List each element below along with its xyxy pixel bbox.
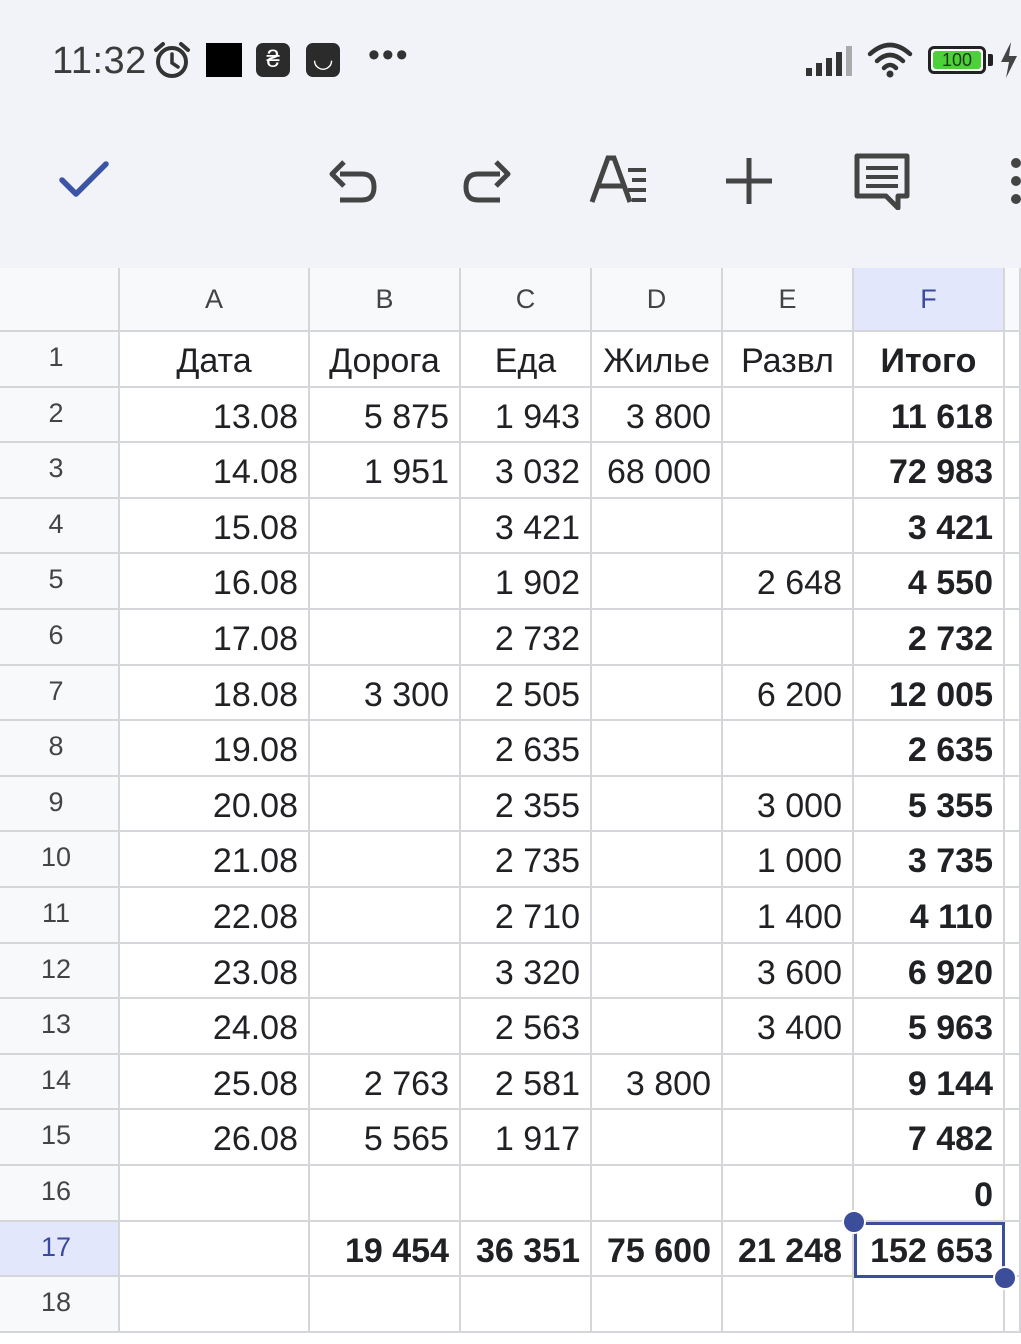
cell-e14[interactable] (723, 1055, 854, 1110)
cell-e12[interactable]: 3 600 (723, 944, 854, 999)
cell-b8[interactable] (310, 721, 461, 777)
cell-a13[interactable]: 24.08 (120, 999, 310, 1055)
cell-c12[interactable]: 3 320 (461, 944, 592, 999)
row-header-12[interactable]: 12 (0, 944, 120, 999)
cell-c4[interactable]: 3 421 (461, 499, 592, 554)
row-header-4[interactable]: 4 (0, 499, 120, 554)
cell-d6[interactable] (592, 610, 723, 666)
cell-f18[interactable] (854, 1277, 1005, 1333)
cell-c9[interactable]: 2 355 (461, 777, 592, 832)
selection-handle-bottom-right[interactable] (993, 1266, 1017, 1290)
cell-a8[interactable]: 19.08 (120, 721, 310, 777)
selection-handle-top-left[interactable] (842, 1210, 866, 1234)
charging-icon (999, 42, 1019, 78)
cell-d12[interactable] (592, 944, 723, 999)
cell-d9[interactable] (592, 777, 723, 832)
row-header-16[interactable]: 16 (0, 1166, 120, 1222)
cell-partial-8[interactable] (1005, 721, 1021, 777)
undo-icon[interactable] (328, 156, 380, 204)
cell-a3[interactable]: 14.08 (120, 443, 310, 499)
cell-c16[interactable] (461, 1166, 592, 1222)
battery-tip (988, 54, 993, 66)
cell-b7[interactable]: 3 300 (310, 666, 461, 721)
cell-c18[interactable] (461, 1277, 592, 1333)
row-header-2[interactable]: 2 (0, 388, 120, 443)
cell-partial-16[interactable] (1005, 1166, 1021, 1222)
row-header-10[interactable]: 10 (0, 832, 120, 888)
cell-b16[interactable] (310, 1166, 461, 1222)
cell-d14[interactable]: 3 800 (592, 1055, 723, 1110)
cell-f4[interactable]: 3 421 (854, 499, 1005, 554)
cell-e11[interactable]: 1 400 (723, 888, 854, 944)
cell-d5[interactable] (592, 554, 723, 610)
row-header-18[interactable]: 18 (0, 1277, 120, 1333)
cell-e15[interactable] (723, 1110, 854, 1166)
notification-black-icon (206, 43, 242, 77)
cell-f15[interactable]: 7 482 (854, 1110, 1005, 1166)
row-header-13[interactable]: 13 (0, 999, 120, 1055)
cell-e17[interactable]: 21 248 (723, 1222, 854, 1277)
cell-f7[interactable]: 12 005 (854, 666, 1005, 721)
column-header-partial[interactable] (1005, 268, 1021, 332)
cell-c3[interactable]: 3 032 (461, 443, 592, 499)
column-header-e[interactable]: E (723, 268, 854, 332)
cell-e3[interactable] (723, 443, 854, 499)
cell-a5[interactable]: 16.08 (120, 554, 310, 610)
cell-e8[interactable] (723, 721, 854, 777)
cell-c11[interactable]: 2 710 (461, 888, 592, 944)
row-header-8[interactable]: 8 (0, 721, 120, 777)
cell-f8[interactable]: 2 635 (854, 721, 1005, 777)
cell-e10[interactable]: 1 000 (723, 832, 854, 888)
cell-c13[interactable]: 2 563 (461, 999, 592, 1055)
column-header-b[interactable]: B (310, 268, 461, 332)
row-header-5[interactable]: 5 (0, 554, 120, 610)
row-header-1[interactable]: 1 (0, 332, 120, 388)
more-vert-icon[interactable] (1006, 156, 1021, 206)
battery-icon (928, 46, 986, 74)
column-header-f[interactable]: F (854, 268, 1005, 332)
cell-a14[interactable]: 25.08 (120, 1055, 310, 1110)
cell-e5[interactable]: 2 648 (723, 554, 854, 610)
cell-f17[interactable]: 152 653 (854, 1222, 1005, 1277)
cell-a17[interactable] (120, 1222, 310, 1277)
row-header-15[interactable]: 15 (0, 1110, 120, 1166)
wifi-icon (866, 40, 914, 78)
app-icon: ₴ (256, 43, 290, 77)
row-header-9[interactable]: 9 (0, 777, 120, 832)
cell-d16[interactable] (592, 1166, 723, 1222)
cell-c6[interactable]: 2 732 (461, 610, 592, 666)
cell-partial-13[interactable] (1005, 999, 1021, 1055)
cell-f1[interactable]: Итого (854, 332, 1005, 388)
cell-d2[interactable]: 3 800 (592, 388, 723, 443)
cell-e18[interactable] (723, 1277, 854, 1333)
app-icon-2: ◡ (306, 43, 340, 77)
cell-b10[interactable] (310, 832, 461, 888)
cell-e1[interactable]: Развл (723, 332, 854, 388)
cell-d8[interactable] (592, 721, 723, 777)
cell-b6[interactable] (310, 610, 461, 666)
cell-f5[interactable]: 4 550 (854, 554, 1005, 610)
check-icon[interactable] (58, 158, 110, 200)
cell-partial-5[interactable] (1005, 554, 1021, 610)
cell-a18[interactable] (120, 1277, 310, 1333)
cell-c8[interactable]: 2 635 (461, 721, 592, 777)
cell-f13[interactable]: 5 963 (854, 999, 1005, 1055)
cell-partial-11[interactable] (1005, 888, 1021, 944)
text-format-icon[interactable] (588, 154, 650, 206)
cell-f16[interactable]: 0 (854, 1166, 1005, 1222)
cell-e2[interactable] (723, 388, 854, 443)
cell-f10[interactable]: 3 735 (854, 832, 1005, 888)
cell-c14[interactable]: 2 581 (461, 1055, 592, 1110)
cell-b3[interactable]: 1 951 (310, 443, 461, 499)
cell-e6[interactable] (723, 610, 854, 666)
row-header-17[interactable]: 17 (0, 1222, 120, 1277)
cell-e16[interactable] (723, 1166, 854, 1222)
row-header-3[interactable]: 3 (0, 443, 120, 499)
cell-a11[interactable]: 22.08 (120, 888, 310, 944)
add-icon[interactable] (724, 156, 774, 206)
cell-f9[interactable]: 5 355 (854, 777, 1005, 832)
cell-a1[interactable]: Дата (120, 332, 310, 388)
cell-e13[interactable]: 3 400 (723, 999, 854, 1055)
cell-partial-7[interactable] (1005, 666, 1021, 721)
cell-a2[interactable]: 13.08 (120, 388, 310, 443)
cell-e4[interactable] (723, 499, 854, 554)
cell-b14[interactable]: 2 763 (310, 1055, 461, 1110)
cell-c1[interactable]: Еда (461, 332, 592, 388)
cell-b4[interactable] (310, 499, 461, 554)
cell-a10[interactable]: 21.08 (120, 832, 310, 888)
row-header-11[interactable]: 11 (0, 888, 120, 944)
battery-level: 100 (933, 51, 981, 69)
cell-b12[interactable] (310, 944, 461, 999)
cell-a15[interactable]: 26.08 (120, 1110, 310, 1166)
cell-a4[interactable]: 15.08 (120, 499, 310, 554)
cell-c15[interactable]: 1 917 (461, 1110, 592, 1166)
cell-f2[interactable]: 11 618 (854, 388, 1005, 443)
cell-b9[interactable] (310, 777, 461, 832)
cell-d18[interactable] (592, 1277, 723, 1333)
column-header-d[interactable]: D (592, 268, 723, 332)
cell-partial-1[interactable] (1005, 332, 1021, 388)
cell-b18[interactable] (310, 1277, 461, 1333)
cell-partial-6[interactable] (1005, 610, 1021, 666)
cell-d7[interactable] (592, 666, 723, 721)
cell-d10[interactable] (592, 832, 723, 888)
cell-partial-2[interactable] (1005, 388, 1021, 443)
column-header-c[interactable]: C (461, 268, 592, 332)
cell-b13[interactable] (310, 999, 461, 1055)
cell-a12[interactable]: 23.08 (120, 944, 310, 999)
selection-outline (854, 1222, 1005, 1278)
cell-d3[interactable]: 68 000 (592, 443, 723, 499)
cell-partial-12[interactable] (1005, 944, 1021, 999)
more-dots-icon: ••• (368, 36, 410, 74)
cell-b5[interactable] (310, 554, 461, 610)
cell-b1[interactable]: Дорога (310, 332, 461, 388)
cell-c5[interactable]: 1 902 (461, 554, 592, 610)
cell-e9[interactable]: 3 000 (723, 777, 854, 832)
cell-a6[interactable]: 17.08 (120, 610, 310, 666)
cell-e7[interactable]: 6 200 (723, 666, 854, 721)
cell-d13[interactable] (592, 999, 723, 1055)
cell-c7[interactable]: 2 505 (461, 666, 592, 721)
cell-d15[interactable] (592, 1110, 723, 1166)
column-header-a[interactable]: A (120, 268, 310, 332)
cell-f12[interactable]: 6 920 (854, 944, 1005, 999)
cell-b17[interactable]: 19 454 (310, 1222, 461, 1277)
status-time: 11:32 (52, 40, 147, 82)
cell-d17[interactable]: 75 600 (592, 1222, 723, 1277)
comment-icon[interactable] (852, 152, 912, 210)
signal-icon (806, 44, 856, 76)
cell-f6[interactable]: 2 732 (854, 610, 1005, 666)
cell-c17[interactable]: 36 351 (461, 1222, 592, 1277)
cell-a16[interactable] (120, 1166, 310, 1222)
cell-c2[interactable]: 1 943 (461, 388, 592, 443)
cell-c10[interactable]: 2 735 (461, 832, 592, 888)
row-header-14[interactable]: 14 (0, 1055, 120, 1110)
cell-a7[interactable]: 18.08 (120, 666, 310, 721)
cell-d4[interactable] (592, 499, 723, 554)
cell-b11[interactable] (310, 888, 461, 944)
cell-partial-4[interactable] (1005, 499, 1021, 554)
cell-f14[interactable]: 9 144 (854, 1055, 1005, 1110)
cell-b2[interactable]: 5 875 (310, 388, 461, 443)
cell-d1[interactable]: Жилье (592, 332, 723, 388)
cell-partial-3[interactable] (1005, 443, 1021, 499)
row-header-6[interactable]: 6 (0, 610, 120, 666)
cell-partial-15[interactable] (1005, 1110, 1021, 1166)
redo-icon[interactable] (460, 156, 512, 204)
cell-f3[interactable]: 72 983 (854, 443, 1005, 499)
cell-f11[interactable]: 4 110 (854, 888, 1005, 944)
cell-partial-9[interactable] (1005, 777, 1021, 832)
cell-a9[interactable]: 20.08 (120, 777, 310, 832)
select-all-corner[interactable] (0, 268, 120, 332)
cell-partial-10[interactable] (1005, 832, 1021, 888)
cell-d11[interactable] (592, 888, 723, 944)
cell-b15[interactable]: 5 565 (310, 1110, 461, 1166)
cell-partial-14[interactable] (1005, 1055, 1021, 1110)
row-header-7[interactable]: 7 (0, 666, 120, 721)
alarm-icon (150, 40, 194, 80)
